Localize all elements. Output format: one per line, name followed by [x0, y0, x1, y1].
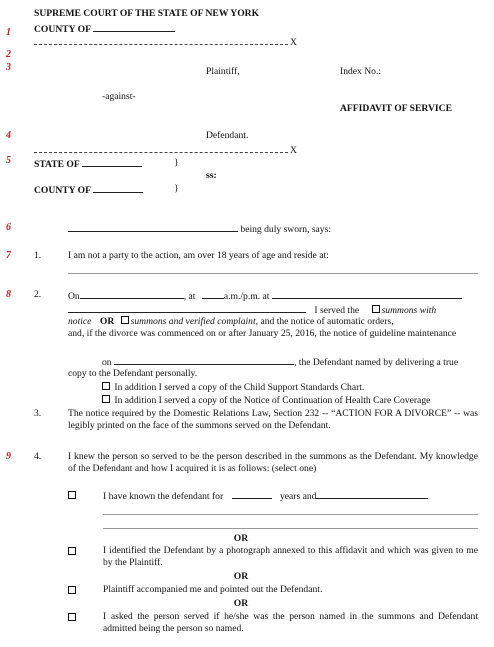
item2-line1 — [68, 289, 462, 303]
item-number: 4. — [34, 451, 42, 462]
brace: } — [174, 157, 179, 168]
caption-divider — [34, 152, 288, 153]
health-care-row — [102, 395, 430, 407]
line-number: 9 — [6, 451, 11, 462]
item2-line2 — [68, 303, 436, 317]
line-number: 8 — [6, 289, 11, 300]
notice-orders-label: and the notice of automatic orders, — [260, 316, 394, 327]
knowledge-blank-line[interactable] — [103, 528, 478, 529]
county-of-row — [34, 183, 143, 197]
line-number: 5 — [6, 155, 11, 166]
county-blank[interactable] — [93, 22, 175, 32]
item3-text: The notice required by the Domestic Relations Law, Section 232 -- “ACTION FOR A DIVORCE” -- was legibly printed on the face of the summons served on the Defendant. — [68, 408, 478, 431]
on-label: On — [68, 291, 80, 302]
brace: } — [174, 183, 179, 194]
service-date-blank[interactable] — [114, 355, 294, 365]
summons-verified-label: summons and verified complaint, — [130, 316, 259, 327]
summons-with-notice-checkbox[interactable] — [372, 305, 380, 313]
line-number: 6 — [6, 222, 11, 233]
knowledge-blank[interactable] — [316, 489, 428, 499]
line-number: 3 — [6, 62, 11, 73]
summons-verified-checkbox[interactable] — [121, 316, 129, 324]
known-defendant-checkbox[interactable] — [68, 491, 76, 499]
summons-with-label: summons with — [381, 305, 437, 316]
i-served-label: I served the — [314, 305, 360, 316]
guideline-maintenance-text: and, if the divorce was commenced on or after January 25, 2016, the notice of guideline maintenance — [68, 328, 457, 339]
state-of-row — [34, 157, 142, 171]
time-blank[interactable] — [202, 289, 224, 299]
item-number: 2. — [34, 289, 42, 300]
item2-line3 — [68, 316, 394, 328]
option2-text: I identified the Defendant by a photograph annexed to this affidavit and which was given to me by the Plaintiff. — [103, 545, 478, 568]
line-number: 2 — [6, 49, 11, 60]
or-divider: OR — [233, 533, 249, 544]
admitted-checkbox[interactable] — [68, 613, 76, 621]
ampm-label: a.m./p.m. at — [223, 291, 270, 302]
against-label: -against- — [102, 91, 136, 102]
plaintiff-accompanied-checkbox[interactable] — [68, 586, 76, 594]
knowledge-blank-line[interactable] — [103, 514, 478, 515]
line-number: 1 — [6, 27, 11, 38]
on-label: on — [102, 357, 112, 368]
state-of-label: STATE OF — [34, 159, 80, 170]
known-for-label: I have known the defendant for — [103, 491, 224, 502]
plaintiff-label: Plaintiff, — [206, 66, 240, 77]
address-blank[interactable] — [272, 289, 462, 299]
county-venue-blank[interactable] — [93, 183, 143, 193]
or-label: OR — [99, 316, 115, 327]
years-and-label: years and — [279, 491, 317, 502]
item4-text: I knew the person so served to be the person described in the summons as the Defendant. My knowledge of the Defendant and how I acquired it is as follows: (select one) — [68, 451, 478, 474]
county-of-label: COUNTY OF — [34, 185, 91, 196]
item1-text: I am not a party to the action, am over 18 years of age and reside at: — [68, 250, 329, 261]
child-support-label: In addition I served a copy of the Child Support Standards Chart. — [114, 382, 365, 393]
affiant-name-blank[interactable] — [68, 222, 238, 232]
child-support-checkbox[interactable] — [102, 382, 110, 390]
option4-text: I asked the person served if he/she was the person named in the summons and Defendant admitted being the person so named. — [103, 611, 478, 634]
court-heading: SUPREME COURT OF THE STATE OF NEW YORK — [34, 8, 260, 19]
date-blank[interactable] — [80, 289, 184, 299]
index-no-label: Index No.: — [340, 66, 382, 77]
sworn-row — [68, 222, 331, 236]
child-support-row — [102, 382, 364, 394]
sworn-text: being duly sworn, says: — [240, 224, 332, 235]
copy-personally-text: copy to the Defendant personally. — [68, 368, 198, 379]
item2-line5 — [102, 355, 458, 369]
item-number: 3. — [34, 408, 42, 419]
or-divider: OR — [233, 598, 249, 609]
line-number: 7 — [6, 250, 11, 261]
document-title: AFFIDAVIT OF SERVICE — [340, 103, 452, 114]
defendant-label: Defendant. — [206, 130, 249, 141]
x-mark: X — [290, 37, 297, 48]
address-blank-2[interactable] — [68, 303, 306, 313]
option1-row — [103, 489, 428, 503]
county-of-label: COUNTY OF — [34, 24, 91, 35]
at-label: , at — [183, 291, 196, 302]
health-care-checkbox[interactable] — [102, 395, 110, 403]
state-blank[interactable] — [82, 157, 142, 167]
line-number: 4 — [6, 130, 11, 141]
years-blank[interactable] — [232, 489, 272, 499]
option3-text: Plaintiff accompanied me and pointed out the Defendant. — [103, 584, 323, 595]
ss-label: ss: — [206, 170, 217, 181]
x-mark: X — [290, 145, 297, 156]
photograph-checkbox[interactable] — [68, 547, 76, 555]
county-label — [34, 22, 175, 36]
or-divider: OR — [233, 571, 249, 582]
defendant-named-label: , the Defendant named by delivering a true — [294, 357, 459, 368]
residence-blank[interactable] — [68, 273, 478, 274]
item-number: 1. — [34, 250, 42, 261]
health-care-label: In addition I served a copy of the Notice of Continuation of Health Care Coverage — [114, 395, 431, 406]
caption-divider — [34, 44, 288, 45]
notice-label: notice — [68, 316, 92, 327]
